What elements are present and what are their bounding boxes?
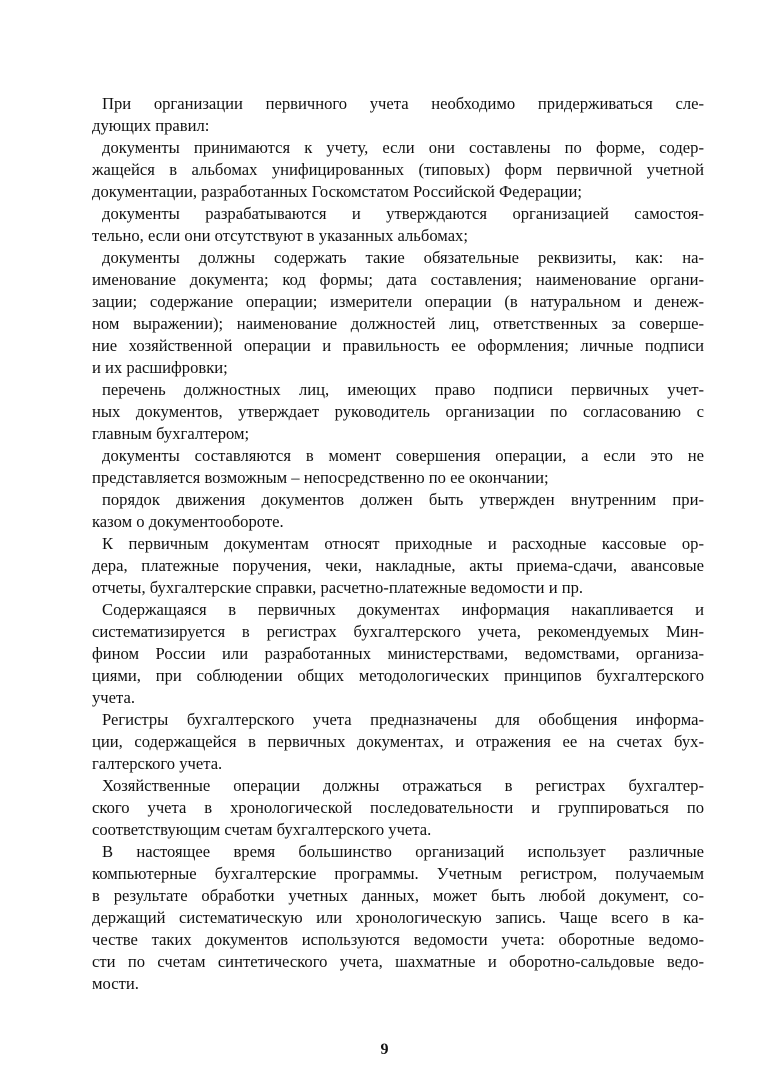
text-line: документы разрабатываются и утверждаются организацией самостоя- xyxy=(102,204,704,223)
text-line: документы должны содержать такие обязательные реквизиты, как: на- xyxy=(102,248,704,267)
text-line: ского учета в хронологической последовательности и группироваться по xyxy=(92,798,704,817)
text-line: в результате обработки учетных данных, может быть любой документ, со- xyxy=(92,886,704,905)
text-line: дующих правил: xyxy=(92,116,210,135)
text-line: ние хозяйственной операции и правильность ее оформления; личные подписи xyxy=(92,336,704,355)
text-line: документы принимаются к учету, если они составлены по форме, содер- xyxy=(102,138,704,157)
text-line: При организации первичного учета необходимо придерживаться сле- xyxy=(102,94,704,113)
text-line: К первичным документам относят приходные и расходные кассовые ор- xyxy=(102,534,704,553)
text-line: ции, содержащейся в первичных документах, и отражения ее на счетах бух- xyxy=(92,732,704,751)
text-line: систематизируется в регистрах бухгалтерского учета, рекомендуемых Мин- xyxy=(92,622,704,641)
text-line: тельно, если они отсутствуют в указанных альбомах; xyxy=(92,226,468,245)
text-line: соответствующим счетам бухгалтерского учета. xyxy=(92,820,432,839)
text-line: зации; содержание операции; измерители операции (в натуральном и денеж- xyxy=(92,292,704,311)
text-line: ных документов, утверждает руководитель организации по согласованию с xyxy=(92,402,704,421)
text-line: перечень должностных лиц, имеющих право подписи первичных учет- xyxy=(102,380,704,399)
page-number: 9 xyxy=(380,1041,389,1058)
text-line: ном выражении); наименование должностей лиц, ответственных за соверше- xyxy=(92,314,704,333)
text-line: документы составляются в момент совершения операции, а если это не xyxy=(102,446,704,465)
text-line: представляется возможным – непосредственно по ее окончании; xyxy=(92,468,549,487)
text-line: галтерского учета. xyxy=(92,754,223,773)
text-line: честве таких документов используются ведомости учета: оборотные ведомо- xyxy=(92,930,704,949)
text-line: фином России или разработанных министерствами, ведомствами, организа- xyxy=(92,644,704,663)
text-line: Регистры бухгалтерского учета предназначены для обобщения информа- xyxy=(102,710,704,729)
text-line: учета. xyxy=(92,688,135,707)
text-line: именование документа; код формы; дата составления; наименование органи- xyxy=(92,270,704,289)
text-line: компьютерные бухгалтерские программы. Учетным регистром, получаемым xyxy=(92,864,704,883)
text-line: жащейся в альбомах унифицированных (типовых) форм первичной учетной xyxy=(92,160,704,179)
text-line: и их расшифровки; xyxy=(92,358,228,377)
text-line: Хозяйственные операции должны отражаться в регистрах бухгалтер- xyxy=(102,776,704,795)
text-line: казом о документообороте. xyxy=(92,512,284,531)
text-line: документации, разработанных Госкомстатом Российской Федерации; xyxy=(92,182,582,201)
text-line: отчеты, бухгалтерские справки, расчетно-платежные ведомости и пр. xyxy=(92,578,584,597)
text-line: мости. xyxy=(92,974,139,993)
text-line: циями, при соблюдении общих методологических принципов бухгалтерского xyxy=(92,666,704,685)
text-line: главным бухгалтером; xyxy=(92,424,250,443)
text-line: Содержащаяся в первичных документах информация накапливается и xyxy=(102,600,704,619)
text-line: В настоящее время большинство организаций использует различные xyxy=(102,842,704,861)
text-line: дера, платежные поручения, чеки, накладные, акты приема-сдачи, авансовые xyxy=(92,556,704,575)
text-line: порядок движения документов должен быть утвержден внутренним при- xyxy=(102,490,704,509)
text-line: держащий систематическую или хронологическую запись. Чаще всего в ка- xyxy=(92,908,704,927)
text-line: сти по счетам синтетического учета, шахматные и оборотно-сальдовые ведо- xyxy=(92,952,704,971)
